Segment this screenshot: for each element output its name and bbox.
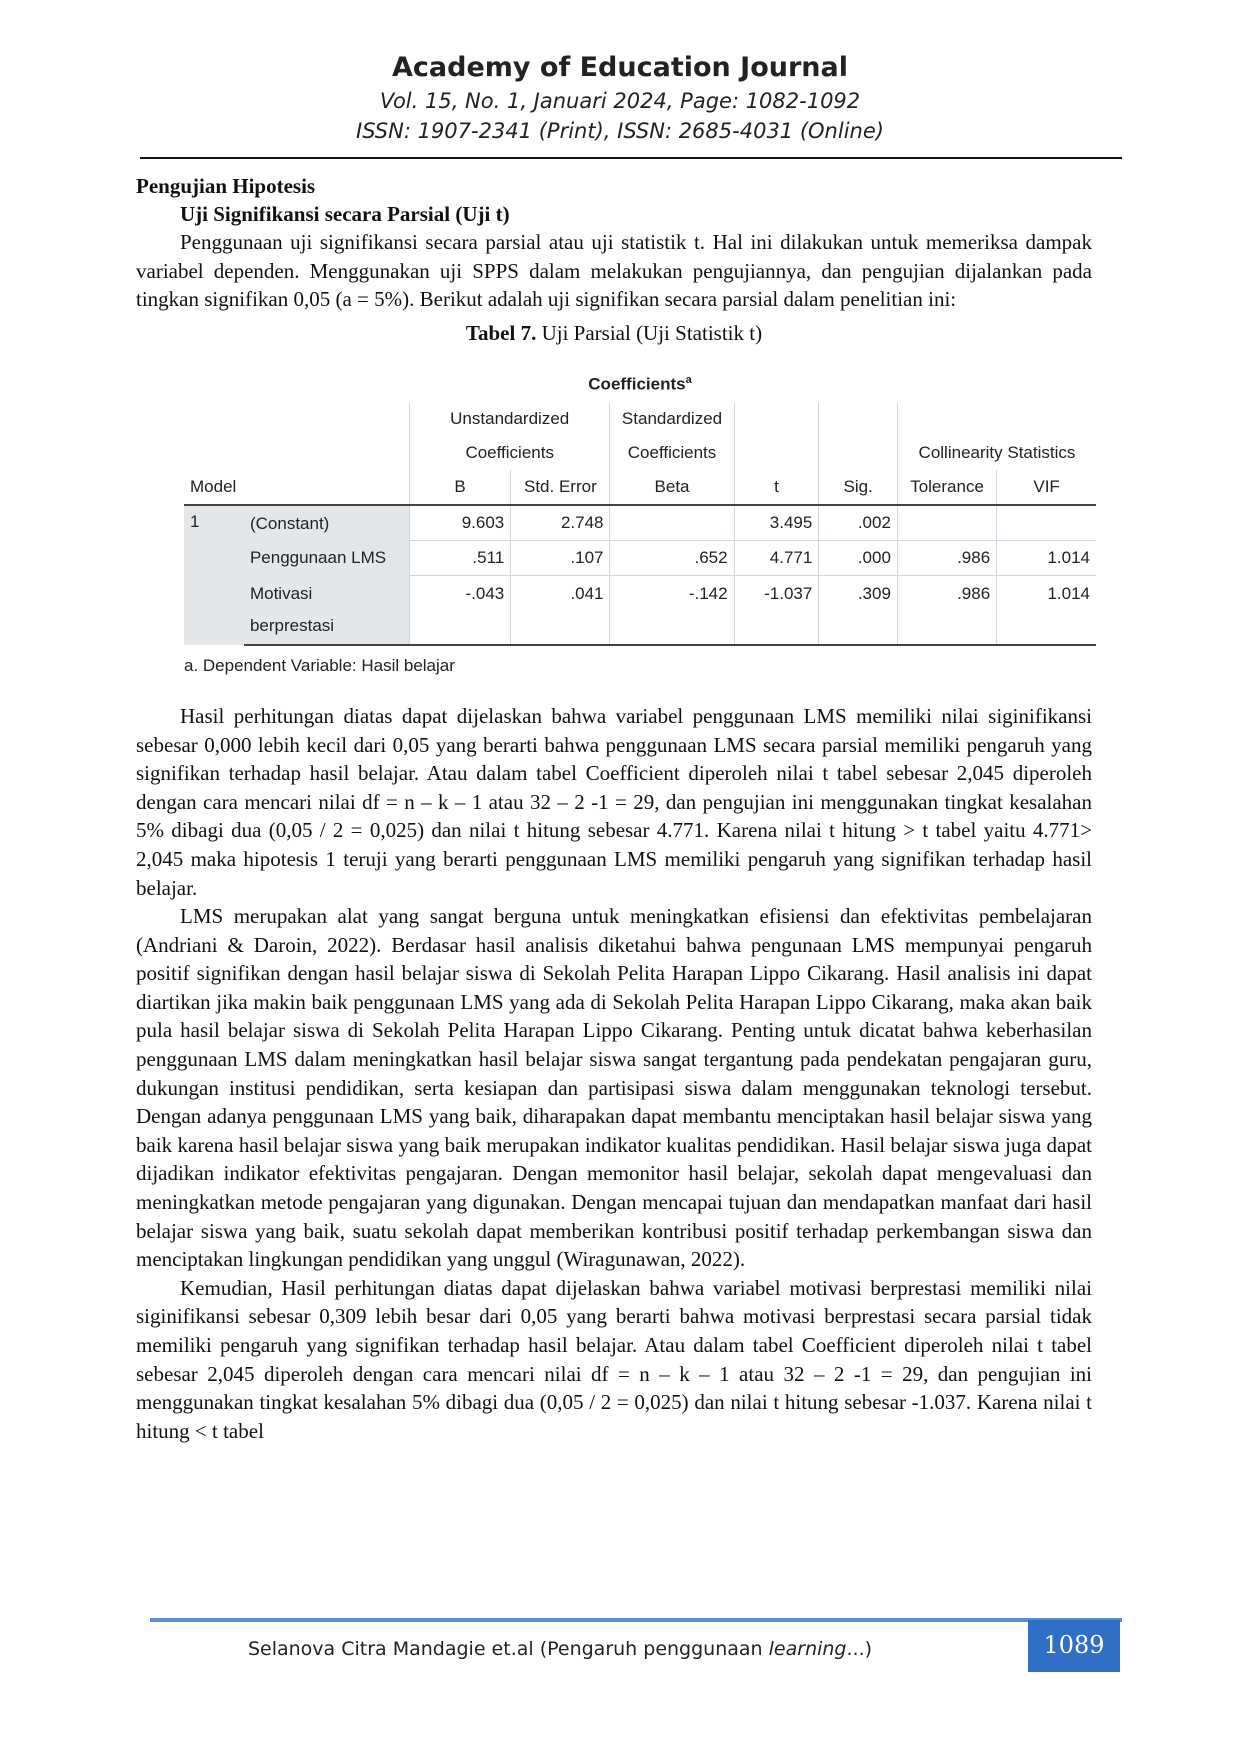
header-std-2: Coefficients (610, 436, 734, 470)
cell-tolerance: .986 (897, 576, 996, 645)
footer-citation-prefix: Selanova Citra Mandagie et.al (Pengaruh penggunaan (247, 1638, 769, 1660)
row-label (244, 576, 409, 645)
header-unstd-2: Coefficients (409, 436, 610, 470)
footer-citation-italic: learning (768, 1638, 847, 1660)
cell-b: 9.603 (409, 505, 510, 541)
col-tolerance: Tolerance (897, 470, 996, 505)
col-t: t (734, 470, 819, 505)
cell-std-error: 2.748 (511, 505, 610, 541)
row-label: (Constant) (244, 505, 409, 541)
col-model: Model (184, 470, 409, 505)
cell-beta (610, 505, 734, 541)
header-row-2 (184, 436, 1096, 470)
cell-vif: 1.014 (997, 576, 1096, 645)
footer-citation (150, 1638, 970, 1660)
body-paragraph-3: Kemudian, Hasil perhitungan diatas dapat dijelaskan bahwa variabel motivasi berprestasi memiliki nilai siginifikansi sebesar 0,309 lebih besar dari 0,05 yang berarti bahwa motivasi berprestasi secara parsial tidak memiliki pengaruh yang signifikan terhadap hasil belajar. Atau dalam tabel Coefficient diperoleh nilai t tabel sebesar 2,045 diperoleh dengan cara mencari nilai df = n – k – 1 atau 32 – 2 -1 = 29, dan pengujian ini menggunakan tingkat kesalahan 5% dibagi dua (0,05 / 2 = 0,025) dan nilai t hitung sebesar -1.037. Karena nilai t hitung < t tabel (136, 1275, 1092, 1443)
section-heading: Pengujian Hipotesis (136, 174, 316, 198)
col-vif: VIF (997, 470, 1096, 505)
cell-tolerance (897, 505, 996, 541)
table-caption (136, 318, 1092, 348)
cell-sig: .000 (819, 541, 898, 576)
cell-b: -.043 (409, 576, 510, 645)
intro-paragraph: Penggunaan uji signifikansi secara parsial atau uji statistik t. Hal ini dilakukan untuk memeriksa dampak variabel dependen. Menggunakan uji SPPS dalam melakukan pengujiannya, dan pengujian dijalankan pada tingkan signifikan 0,05 (a = 5%). Berikut adalah uji signifikan secara parsial dalam penelitian ini: (136, 230, 1092, 312)
cell-sig: .309 (819, 576, 898, 645)
header-unstd-1: Unstandardized (409, 402, 610, 436)
table-row (184, 576, 1096, 645)
journal-title: Academy of Education Journal (392, 52, 848, 83)
header-row-1 (184, 402, 1096, 436)
footer-citation-suffix: ...) (846, 1638, 873, 1660)
col-std-error: Std. Error (511, 470, 610, 505)
page-number: 1089 (1028, 1620, 1120, 1672)
table-caption-label: Tabel 7. (465, 320, 537, 345)
coefficients-title-sup: a (685, 373, 692, 386)
section-subheading: Uji Signifikansi secara Parsial (Uji t) (180, 202, 510, 226)
coefficients-table (184, 402, 1096, 646)
cell-beta: -.142 (610, 576, 734, 645)
body-paragraph-2: LMS merupakan alat yang sangat berguna untuk meningkatkan efisiensi dan efektivitas pembelajaran (Andriani & Daroin, 2022). Berdasar hasil analisis diketahui bahwa pengunaan LMS mempunyai pengaruh positif signifikan dengan hasil belajar siswa di Sekolah Pelita Harapan Lippo Cikarang. Hasil analisis ini dapat diartikan jika makin baik penggunaan LMS yang ada di Sekolah Pelita Harapan Lippo Cikarang, maka akan baik pula hasil belajar siswa di Sekolah Pelita Harapan Lippo Cikarang. Penting untuk dicatat bahwa keberhasilan penggunaan LMS dalam meningkatkan hasil belajar siswa sangat tergantung pada pendekatan pengajaran guru, dukungan institusi pendidikan, serta kesiapan dan partisipasi siswa dalam menggunakan teknologi tersebut. Dengan adanya penggunaan LMS yang baik, diharapakan dapat membantu menciptakan hasil belajar siswa yang baik karena hasil belajar siswa yang baik merupakan indikator kualitas pendidikan. Hasil belajar siswa juga dapat dijadikan indikator efektivitas pengajaran. Dengan memonitor hasil belajar, sekolah dapat mengevaluasi dan meningkatkan metode pengajaran yang digunakan. Dengan mencapai tujuan dan mendapatkan manfaat dari hasil belajar siswa yang baik, suatu sekolah dapat memberikan kontribusi positif terhadap perkembangan siswa dan menciptakan lingkungan pendidikan yang unggul (Wiragunawan, 2022). (136, 904, 1092, 1272)
cell-std-error: .107 (511, 541, 610, 576)
journal-volume: Vol. 15, No. 1, Januari 2024, Page: 1082-1092 (379, 89, 861, 113)
cell-vif (997, 505, 1096, 541)
header-row-3 (184, 470, 1096, 505)
cell-t: -1.037 (734, 576, 819, 645)
model-number: 1 (184, 505, 244, 645)
cell-sig: .002 (819, 505, 898, 541)
table-row (184, 541, 1096, 576)
journal-header (0, 50, 1240, 146)
header-collinearity: Collinearity Statistics (897, 436, 1096, 470)
coefficients-title (184, 368, 1096, 397)
col-sig: Sig. (819, 470, 898, 505)
header-std-1: Standardized (610, 402, 734, 436)
row-label-line1: Motivasi (249, 583, 313, 603)
cell-b: .511 (409, 541, 510, 576)
col-beta: Beta (610, 470, 734, 505)
cell-beta: .652 (610, 541, 734, 576)
page-content (136, 172, 1092, 1445)
table-caption-text: Uji Parsial (Uji Statistik t) (541, 320, 763, 345)
cell-t: 3.495 (734, 505, 819, 541)
body-paragraph-1: Hasil perhitungan diatas dapat dijelaskan bahwa variabel penggunaan LMS memiliki nilai siginifikansi sebesar 0,000 lebih kecil dari 0,05 yang berarti bahwa penggunaan LMS secara parsial memiliki pengaruh yang signifikan terhadap hasil belajar. Atau dalam tabel Coefficient diperoleh nilai t tabel sebesar 2,045 diperoleh dengan cara mencari nilai df = n – k – 1 atau 32 – 2 -1 = 29, dan pengujian ini menggunakan tingkat kesalahan 5% dibagi dua (0,05 / 2 = 0,025) dan nilai t hitung sebesar 4.771. Karena nilai t hitung > t tabel yaitu 4.771> 2,045 maka hipotesis 1 teruji yang berarti penggunaan LMS memiliki pengaruh yang signifikan terhadap hasil belajar. (136, 703, 1092, 900)
coefficients-table-block (184, 368, 1092, 676)
journal-issn: ISSN: 1907-2341 (Print), ISSN: 2685-4031 (Online) (356, 119, 884, 143)
footer-divider (150, 1618, 1122, 1622)
cell-std-error: .041 (511, 576, 610, 645)
coefficients-title-text: Coefficients (588, 374, 686, 394)
row-label-line2: berprestasi (249, 615, 335, 635)
header-divider (140, 157, 1122, 159)
cell-tolerance: .986 (897, 541, 996, 576)
table-row (184, 505, 1096, 541)
cell-vif: 1.014 (997, 541, 1096, 576)
col-b: B (409, 470, 510, 505)
cell-t: 4.771 (734, 541, 819, 576)
row-label: Penggunaan LMS (244, 541, 409, 576)
table-footnote: a. Dependent Variable: Hasil belajar (184, 655, 455, 675)
